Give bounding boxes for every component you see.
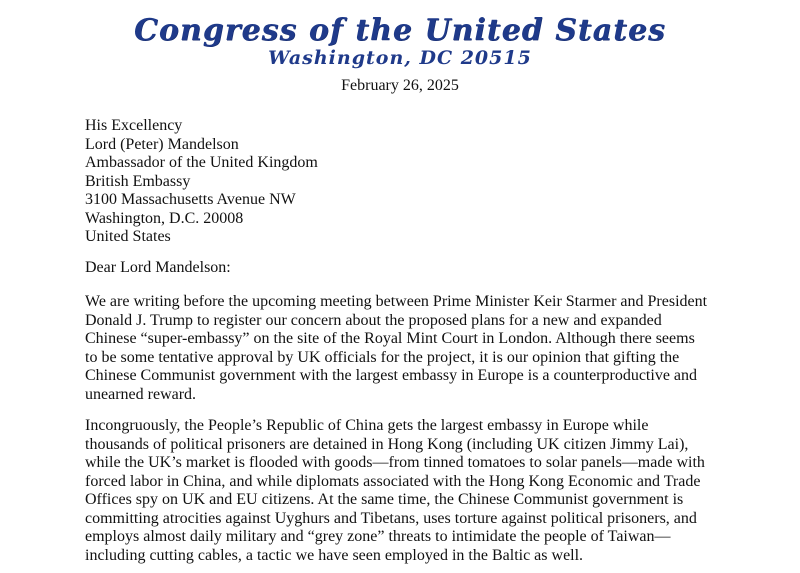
paragraph-line: committing atrocities against Uyghurs and Tibetans, uses torture against political prisoners, and	[85, 509, 697, 527]
paragraph-line: employs almost daily military and “grey zone” threats to intimidate the people of Taiwan—	[85, 528, 671, 545]
letterhead-title: Congress of the United States	[134, 13, 666, 48]
address-line: Ambassador of the United Kingdom	[85, 154, 318, 171]
address-line: 3100 Massachusetts Avenue NW	[85, 191, 296, 208]
paragraph-line: Incongruously, the People’s Republic of China gets the largest embassy in Europe while	[85, 417, 649, 434]
paragraph-line: unearned reward.	[85, 385, 197, 403]
salutation: Dear Lord Mandelson:	[85, 259, 231, 276]
address-line: His Excellency	[85, 117, 183, 134]
letterhead-subtitle: Washington, DC 20515	[268, 47, 532, 69]
letterhead	[0, 14, 800, 69]
paragraph-2	[85, 417, 705, 565]
paragraph-line: Offices spy on UK and EU citizens. At the same time, the Chinese Communist government is	[85, 491, 684, 508]
address-line: United States	[85, 228, 171, 245]
paragraph-line: We are writing before the upcoming meeting between Prime Minister Keir Starmer and President	[85, 293, 708, 310]
paragraph-line: Chinese Communist government with the largest embassy in Europe is a counterproductive and	[85, 367, 698, 384]
paragraph-line: thousands of political prisoners are detained in Hong Kong (including UK citizen Jimmy Lai),	[85, 435, 689, 453]
letter-date: February 26, 2025	[341, 77, 459, 94]
paragraph-1	[85, 293, 707, 404]
address-line: Washington, D.C. 20008	[85, 209, 244, 227]
address-line: British Embassy	[85, 172, 191, 190]
paragraph-line: including cutting cables, a tactic we have seen employed in the Baltic as well.	[85, 546, 584, 564]
paragraph-line: to be some tentative approval by UK officials for the project, it is our opinion that gifting the	[85, 348, 680, 366]
paragraph-line: while the UK’s market is flooded with goods—from tinned tomatoes to solar panels—made with	[85, 454, 705, 471]
paragraph-line: Donald J. Trump to register our concern about the proposed plans for a new and expanded	[85, 311, 662, 329]
address-line: Lord (Peter) Mandelson	[85, 135, 239, 153]
recipient-address	[85, 117, 318, 247]
paragraph-line: Chinese “super-embassy” on the site of the Royal Mint Court in London. Although there seems	[85, 330, 695, 347]
paragraph-line: forced labor in China, and while diplomats associated with the Hong Kong Economic and Trade	[85, 472, 701, 490]
